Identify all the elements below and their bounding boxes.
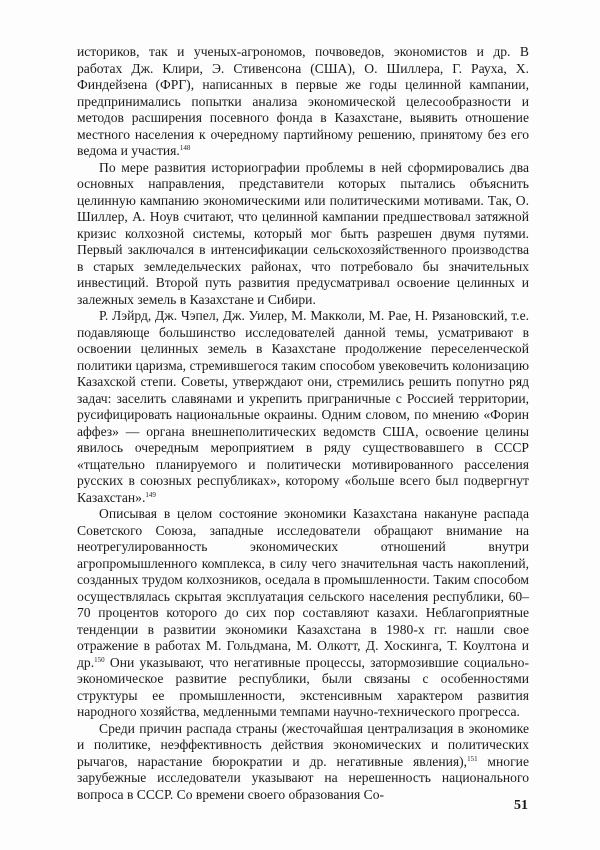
paragraph-1 bbox=[77, 44, 529, 160]
paragraph-5-text: Среди причин распада страны (жесточайшая централизация в экономике и политике, неэффективность действия экономических и политических рычагов, нарастание бюрократии и др. негативные явления), bbox=[77, 720, 529, 769]
page-number: 51 bbox=[514, 798, 528, 813]
paragraph-3-text: Р. Лэйрд, Дж. Чэпел, Дж. Уилер, М. Макколи, М. Рае, Н. Рязановский, т.е. подавляюще большинство исследователей данной темы, усматривают в освоении целинных земель в Казахстане продолжение переселенческой политики царизма, стремившегося таким способом увековечить колонизацию Казахской степи. Советы, утверждают они, стремились решить попутно ряд задач: заселить славянами и укрепить приграничные с Россией территории, русифицировать национальные окраины. Одним словом, по мнению «Форин аффез» — органа внешнеполитических ведомств США, освоение целины явилось очередным мероприятием в ряду существовавшего в СССР «тщательно планируемого и политически мотивированного расселения русских в союзных республиках», которому «больше всего был подвергнут Казахстан». bbox=[77, 308, 529, 505]
paragraph-2-text: По мере развития историографии проблемы в ней сформировались два основных направления, представители которых пытались объяснить целинную кампанию экономическими или политическими мотивами. Так, О. Шиллер, А. Ноув считают, что целинной кампании предшествовал затяжной кризис колхозной системы, который мог быть разрешен двумя путями. Первый заключался в интенсификации сельскохозяйственного производства в старых земледельческих районах, что потребовало бы значительных инвестиций. Второй путь развития предусматривал освоение целинных и залежных земель в Казахстане и Сибири. bbox=[77, 159, 529, 307]
footnote-ref-150: 150 bbox=[94, 655, 105, 664]
paragraph-4-text-after: Они указывают, что негативные процессы, затормозившие социально-экономическое развитие республики, были связаны с особенностями структуры ее промышленности, экстенсивным характером развития народного хозяйства, медленными темпами научно-технического прогресса. bbox=[77, 654, 529, 719]
paragraph-1-text: историков, так и ученых-агрономов, почвоведов, экономистов и др. В работах Дж. Клири, Э. Стивенсона (США), О. Шиллера, Г. Рауха, Х. Финдейзена (ФРГ), написанных в первые же годы целинной кампании, предпринимались попытки анализа экономической целесообразности и методов расширения посевного фонда в Казахстане, выявить отношение местного населения к очередному партийному решению, принятому без его ведома и участия. bbox=[77, 44, 529, 158]
paragraph-5 bbox=[77, 721, 529, 804]
paragraph-3 bbox=[77, 308, 529, 506]
body-text bbox=[77, 44, 529, 803]
paragraph-4-text: Описывая в целом состояние экономики Казахстана накануне распада Советского Союза, западные исследователи обращают внимание на неотрегулированность экономических отношений внутри агропромышленного комплекса, в силу чего значительная часть накоплений, созданных трудом колхозников, оседала в промышленности. Таким способом осуществлялась скрытая эксплуатация сельского населения республики, 60–70 процентов которого до сих пор составляют казахи. Неблагоприятные тенденции в развитии экономики Казахстана в 1980-х гг. нашли свое отражение в работах М. Гольдмана, М. Олкотт, Д. Хоскинга, Т. Коултона и др. bbox=[77, 506, 529, 670]
footnote-ref-149: 149 bbox=[145, 490, 156, 499]
paragraph-4 bbox=[77, 506, 529, 721]
footnote-ref-148: 148 bbox=[179, 144, 191, 152]
paragraph-2 bbox=[77, 160, 529, 309]
footnote-ref-151: 151 bbox=[467, 754, 478, 763]
paragraph-5-text-after: многие зарубежные исследователи указывают на нерешенность национального вопроса в СССР. Со времени своего образования Со- bbox=[77, 753, 529, 802]
